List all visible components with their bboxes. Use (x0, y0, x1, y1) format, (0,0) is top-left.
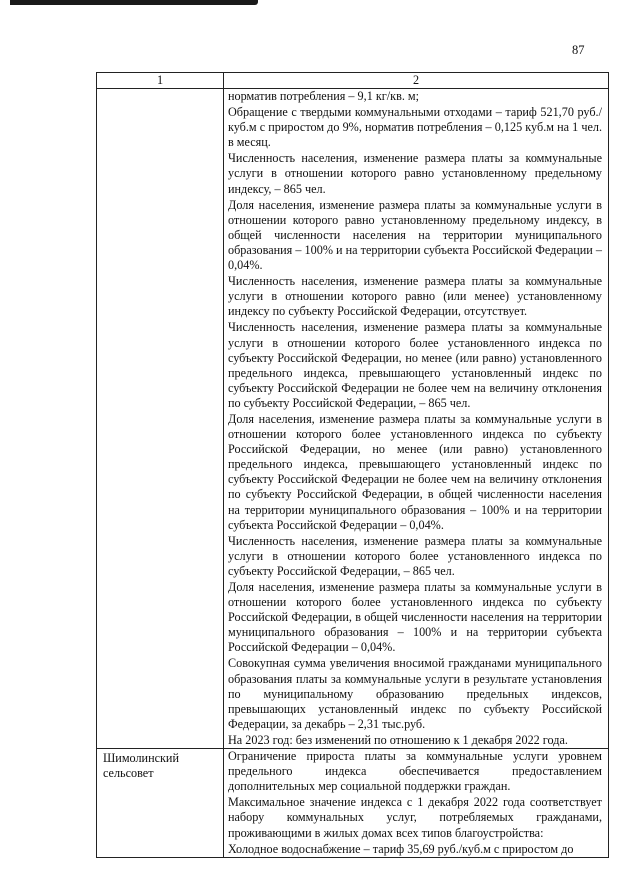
column-header: 2 (224, 73, 609, 89)
table-row (97, 749, 609, 858)
region-cell: Шимолинский сельсовет (97, 749, 224, 858)
table-row (97, 89, 609, 749)
paragraph: Холодное водоснабжение – тариф 35,69 руб./куб.м с приростом до (228, 841, 574, 856)
paragraph: Максимальное значение индекса с 1 декабря 2022 года соответствует набору коммунальных услуг, потребляемых гражданами, проживающими в жилых домах всех типов благоустройства: (228, 795, 602, 840)
paragraph: Численность населения, изменение размера платы за коммунальные услуги в отношении которого более установленного индекса по субъекту Российской Федерации, – 865 чел. (228, 533, 602, 578)
table-header-row (97, 73, 609, 89)
page-number: 87 (572, 43, 585, 57)
paragraph: Обращение с твердыми коммунальными отходами – тариф 521,70 руб./куб.м с приростом до 9%, норматив потребления – 0,125 куб.м на 1 чел. в месяц. (228, 105, 602, 150)
paragraph: Ограничение прироста платы за коммунальные услуги уровнем предельного индекса обеспечивается предоставлением дополнительных мер социальной поддержки граждан. (228, 749, 602, 794)
paragraph: Доля населения, изменение размера платы за коммунальные услуги в отношении которого более установленного индекса по субъекту Российской Федерации, но менее (или равно) установленного предельного индекса, превышающего установленный индекс по субъекту Российской Федерации не более чем на величину отклонения по субъекту Российской Федерации, в общей численности населения на территории муниципального образования – 100% и на территории субъекта Российской Федерации – 0,04%. (228, 411, 602, 532)
content-cell (224, 749, 609, 858)
content-cell (224, 89, 609, 749)
paragraph: На 2023 год: без изменений по отношению к 1 декабря 2022 года. (228, 732, 568, 747)
paragraph: норматив потребления – 9,1 кг/кв. м; (228, 89, 420, 103)
paragraph: Численность населения, изменение размера платы за коммунальные услуги в отношении которого равно (или менее) установленному индексу по субъекту Российской Федерации, отсутствует. (228, 274, 602, 319)
paragraph: Численность населения, изменение размера платы за коммунальные услуги в отношении которого более установленного индекса по субъекту Российской Федерации, но менее (или равно) установленного предельного индекса, превышающего установленный индекс по субъекту Российской Федерации не более чем на величину отклонения по субъекту Российской Федерации, – 865 чел. (228, 320, 602, 410)
region-cell (97, 89, 224, 749)
paragraph: Доля населения, изменение размера платы за коммунальные услуги в отношении которого равно установленному предельному индексу, в общей численности населения на территории муниципального образования – 100% и на территории субъекта Российской Федерации – 0,04%. (228, 197, 602, 273)
paragraph: Численность населения, изменение размера платы за коммунальные услуги в отношении которого равно установленному предельному индексу, – 865 чел. (228, 151, 602, 196)
paragraph: Доля населения, изменение размера платы за коммунальные услуги в отношении которого более установленного индекса по субъекту Российской Федерации, в общей численности населения на территории муниципального образования – 100% и на территории субъекта Российской Федерации – 0,04%. (228, 580, 602, 655)
column-header: 1 (97, 73, 224, 89)
paragraph: Совокупная сумма увеличения вносимой гражданами муниципального образования платы за коммунальные услуги в результате установления по муниципальному образованию предельных индексов, превышающих установленный индекс по субъекту Российской Федерации, за декабрь – 2,31 тыс.руб. (228, 656, 602, 731)
document-table (96, 72, 609, 858)
scan-edge-artifact (10, 0, 258, 5)
